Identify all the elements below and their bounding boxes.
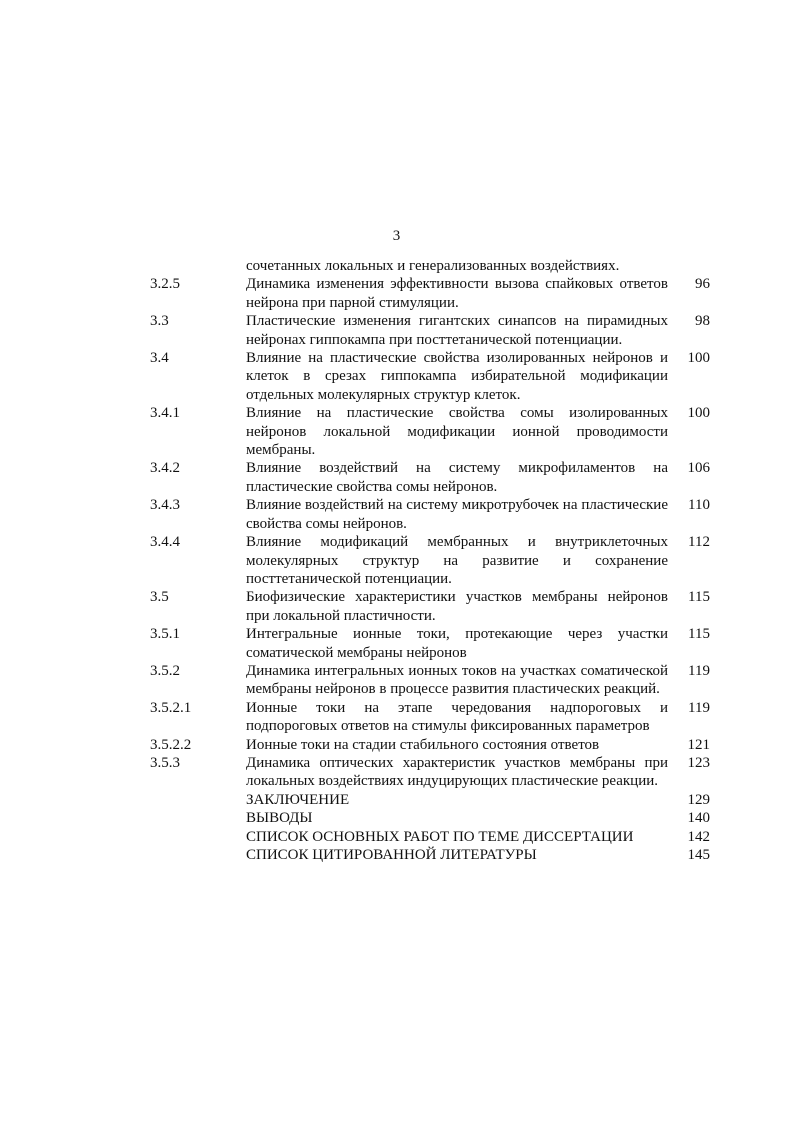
toc-entry-title: Ионные токи на стадии стабильного состояния ответов bbox=[246, 736, 600, 753]
toc-entry-page: 100 bbox=[687, 405, 710, 422]
toc-entry bbox=[150, 754, 710, 791]
toc-entry-page: 96 bbox=[695, 276, 710, 293]
toc-entry-page: 112 bbox=[688, 534, 710, 551]
toc-entry-page: 115 bbox=[688, 589, 710, 606]
toc-entry bbox=[150, 275, 710, 312]
toc-entry-number: 3.5.2.2 bbox=[150, 736, 192, 753]
toc-entry-number: 3.4.4 bbox=[150, 534, 180, 551]
toc-entry-page: 142 bbox=[687, 828, 710, 845]
toc-entry-title: Динамика интегральных ионных токов на участках соматической мембраны нейронов в процессе развития пластических реакций. bbox=[246, 662, 668, 698]
page-number: 3 bbox=[392, 228, 401, 244]
toc-entry-number: 3.5.1 bbox=[150, 626, 180, 643]
toc-entry-title: Влияние воздействий на систему микротрубочек на пластические свойства сомы нейронов. bbox=[246, 497, 668, 532]
toc-entry-title: ЗАКЛЮЧЕНИЕ bbox=[246, 791, 350, 808]
toc-entry-title: Ионные токи на этапе чередования надпороговых и подпороговых ответов на стимулы фиксированных параметров bbox=[246, 699, 668, 735]
toc-entry-page: 106 bbox=[687, 460, 710, 477]
toc-entry-title: сочетанных локальных и генерализованных воздействиях. bbox=[246, 258, 620, 274]
toc-entry bbox=[150, 588, 710, 625]
toc-entry-title: Влияние на пластические свойства сомы изолированных нейронов локальной модификации ионной проводимости мембраны. bbox=[246, 405, 668, 459]
toc-entry bbox=[150, 257, 710, 275]
toc-entry bbox=[150, 791, 710, 809]
toc-entry bbox=[150, 736, 710, 754]
toc-entry-page: 129 bbox=[687, 791, 710, 808]
toc-entry-title: Биофизические характеристики участков мембраны нейронов при локальной пластичности. bbox=[246, 589, 668, 624]
toc-entry-page: 123 bbox=[687, 754, 710, 771]
toc-entry-number: 3.5.2.1 bbox=[150, 699, 192, 716]
toc-entry-number: 3.5.3 bbox=[150, 754, 180, 771]
toc-entry bbox=[150, 349, 710, 404]
toc-entry bbox=[150, 662, 710, 699]
toc-entry-number: 3.4.2 bbox=[150, 460, 180, 477]
toc-entry-number: 3.5 bbox=[150, 589, 169, 606]
toc-entry-title: Влияние на пластические свойства изолированных нейронов и клеток в срезах гиппокампа избирательной модификации отдельных молекулярных структур клеток. bbox=[246, 350, 668, 403]
toc-entry bbox=[150, 699, 710, 736]
toc-entry-title: Интегральные ионные токи, протекающие через участки соматической мембраны нейронов bbox=[246, 626, 668, 661]
toc-entry bbox=[150, 404, 710, 459]
toc-entry-page: 145 bbox=[687, 847, 710, 863]
toc-entry-title: СПИСОК ЦИТИРОВАННОЙ ЛИТЕРАТУРЫ bbox=[246, 847, 537, 863]
toc-entry-page: 115 bbox=[688, 626, 710, 643]
toc-entry-title: Влияние модификаций мембранных и внутриклеточных молекулярных структур на развитие и сохранение посттетанической потенциации. bbox=[246, 534, 668, 587]
toc-entry bbox=[150, 809, 710, 827]
toc-entry bbox=[150, 533, 710, 588]
toc-entry bbox=[150, 496, 710, 533]
toc-entry-page: 140 bbox=[687, 810, 710, 827]
toc-entry-page: 110 bbox=[688, 497, 710, 514]
toc-entry-title: Динамика изменения эффективности вызова спайковых ответов нейрона при парной стимуляции. bbox=[246, 276, 668, 311]
toc-entry-title: Динамика оптических характеристик участков мембраны при локальных воздействиях индуцирующих пластические реакции. bbox=[246, 754, 668, 790]
toc-entry-title: ВЫВОДЫ bbox=[246, 810, 313, 827]
toc-entry-number: 3.5.2 bbox=[150, 662, 180, 679]
toc-entry-page: 119 bbox=[688, 662, 710, 679]
toc-entry-number: 3.4.3 bbox=[150, 497, 180, 514]
toc-entry bbox=[150, 846, 710, 864]
toc-entry bbox=[150, 828, 710, 846]
table-of-contents bbox=[150, 257, 710, 864]
toc-entry-page: 121 bbox=[687, 736, 710, 753]
toc-entry-number: 3.3 bbox=[150, 313, 169, 330]
toc-entry-number: 3.2.5 bbox=[150, 276, 180, 293]
toc-entry-title: Пластические изменения гигантских синапсов на пирамидных нейронах гиппокампа при посттетанической потенциации. bbox=[246, 313, 668, 348]
toc-entry-number: 3.4.1 bbox=[150, 405, 180, 422]
toc-entry bbox=[150, 459, 710, 496]
toc-entry bbox=[150, 312, 710, 349]
toc-entry-page: 119 bbox=[688, 699, 710, 716]
toc-entry-page: 98 bbox=[695, 313, 710, 330]
toc-entry-page: 100 bbox=[687, 350, 710, 367]
toc-entry bbox=[150, 625, 710, 662]
toc-entry-title: Влияние воздействий на систему микрофиламентов на пластические свойства сомы нейронов. bbox=[246, 460, 668, 495]
toc-entry-title: СПИСОК ОСНОВНЫХ РАБОТ ПО ТЕМЕ ДИССЕРТАЦИИ bbox=[246, 828, 634, 845]
toc-entry-number: 3.4 bbox=[150, 350, 169, 367]
